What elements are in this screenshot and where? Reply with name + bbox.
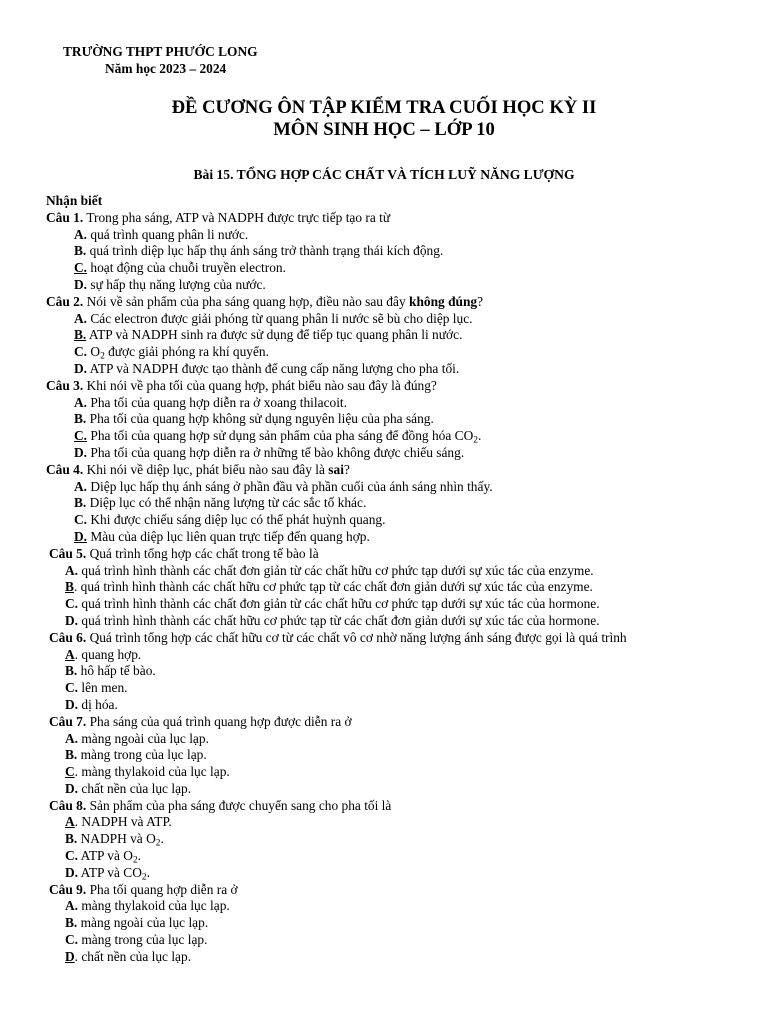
option-key: C. [65,848,79,864]
option-text: màng trong của lục lạp. [77,747,207,763]
question-number: Câu 4. [46,461,84,477]
question-number: Câu 2. [46,293,84,309]
option-text: quá trình diệp lục hấp thụ ánh sáng trở thành trạng thái kích động. [86,243,444,259]
question-text: Pha sáng của quá trình quang hợp được diễn ra ở [86,713,352,729]
question-2 [46,294,761,311]
option-text: màng ngoài của lục lạp. [78,730,209,746]
q4-option-c [46,512,761,529]
option-text: ATP và O [78,848,133,864]
option-key: B. [74,243,87,259]
question-text: Pha tối quang hợp diễn ra ở [86,881,238,897]
subscript: 2 [155,838,161,849]
question-number: Câu 7. [49,713,87,729]
option-key-answer: A [65,814,75,830]
option-key: C. [74,512,88,528]
option-text: sự hấp thụ năng lượng của nước. [87,276,266,292]
q3-option-c [46,428,761,445]
q2-option-b [46,327,761,344]
q2-option-a [46,311,761,328]
option-text: quá trình hình thành các chất đơn giản từ các chất hữu cơ phức tạp dưới sự xúc tác của hormone. [78,596,600,612]
option-text: . màng thylakoid của lục lạp. [74,764,230,780]
option-text-end: . [477,428,482,444]
q9-option-b [46,915,761,932]
option-key-answer: B. [74,327,87,343]
q1-option-d [46,277,761,294]
subscript: 2 [473,435,478,446]
q7-option-a [46,731,761,748]
option-text: Các electron được giải phóng từ quang phân li nước sẽ bù cho diệp lục. [87,310,473,326]
section-heading: Nhận biết [46,193,103,208]
option-text-end: được giải phóng ra khí quyển. [104,344,269,360]
question-9 [46,882,761,899]
question-8 [46,798,761,815]
option-key: B. [74,411,87,427]
question-text-end: ? [477,293,484,309]
q1-option-b [46,243,761,260]
question-number: Câu 3. [46,377,84,393]
question-4 [46,462,761,479]
question-text: Khi nói về diệp lục, phát biểu nào sau đây là [83,461,329,477]
q1-option-a [46,227,761,244]
q6-option-b [46,663,761,680]
option-text: ATP và NADPH sinh ra được sử dụng để tiếp tục quang phân li nước. [86,327,463,343]
question-number: Câu 5. [49,545,87,561]
question-number: Câu 8. [49,797,87,813]
question-text: Sản phẩm của pha sáng được chuyển sang cho pha tối là [86,797,392,813]
option-key: A. [74,226,88,242]
option-key: C. [65,596,79,612]
option-text: hô hấp tế bào. [77,663,156,679]
option-text: quá trình quang phân li nước. [87,226,249,242]
q9-option-a [46,898,761,915]
option-text: Khi được chiếu sáng diệp lục có thể phát huỳnh quang. [87,512,386,528]
q6-option-d [46,697,761,714]
q4-option-b [46,495,761,512]
option-text: chất nền của lục lạp. [78,780,192,796]
option-key: D. [65,780,79,796]
q4-option-d [46,529,761,546]
option-text: Màu của diệp lục liên quan trực tiếp đến quang hợp. [87,528,370,544]
q1-option-c [46,260,761,277]
option-text: Diệp lục có thể nhận năng lượng từ các sắc tố khác. [86,495,367,511]
q4-option-a [46,479,761,496]
option-key-answer: C. [74,428,88,444]
q8-option-b [46,831,761,848]
option-text: màng ngoài của lục lạp. [77,915,209,931]
document-title-line-1: ĐỀ CƯƠNG ÔN TẬP KIỂM TRA CUỐI HỌC KỲ II [171,97,597,118]
q7-option-b [46,747,761,764]
q8-option-c [46,848,761,865]
option-key-answer: A [65,646,75,662]
option-key-answer: D. [74,528,88,544]
option-key: D. [65,696,79,712]
option-text: Pha tối của quang hợp không sử dụng nguyên liệu của pha sáng. [86,411,434,427]
question-text: Nói về sản phẩm của pha sáng quang hợp, điều nào sau đây [83,293,409,309]
option-key-answer: B [65,579,74,595]
option-key: C. [74,344,88,360]
option-text: . quá trình hình thành các chất hữu cơ phức tạp từ các chất đơn giản dưới sự xúc tác của enzyme. [73,579,593,595]
option-text: Pha tối của quang hợp diễn ra ở xoang thilacoit. [87,394,347,410]
lesson-heading: Bài 15. TỔNG HỢP CÁC CHẤT VÀ TÍCH LUỸ NĂNG LƯỢNG [193,167,575,182]
q2-option-d [46,361,761,378]
q3-option-b [46,411,761,428]
question-text: Trong pha sáng, ATP và NADPH được trực tiếp tạo ra từ [83,209,391,225]
q5-option-d [46,613,761,630]
option-text: quá trình hình thành các chất đơn giản từ các chất hữu cơ phức tạp dưới sự xúc tác của enzyme. [78,562,594,578]
option-key-answer: C. [74,260,88,276]
question-text: Khi nói về pha tối của quang hợp, phát biểu nào sau đây là đúng? [83,377,437,393]
option-text: hoạt động của chuỗi truyền electron. [87,260,286,276]
option-key: B. [65,831,78,847]
option-key: D. [65,864,79,880]
option-text-end: . [146,864,150,880]
option-key: B. [65,663,78,679]
option-key: C. [65,680,79,696]
question-text: Quá trình tổng hợp các chất hữu cơ từ các chất vô cơ nhờ năng lượng ánh sáng được gọi là quá trình [86,629,627,645]
option-key: A. [74,394,88,410]
q6-option-c [46,680,761,697]
q8-option-a [46,814,761,831]
option-key: D. [74,276,88,292]
subscript: 2 [100,351,105,362]
q5-option-b [46,579,761,596]
q8-option-d [46,865,761,882]
option-key: C. [65,932,79,948]
question-1 [46,210,761,227]
question-number: Câu 9. [49,881,87,897]
option-text: . chất nền của lục lạp. [74,948,192,964]
question-6 [46,630,761,647]
option-key: A. [65,730,79,746]
question-text-end: ? [343,461,350,477]
option-key: A. [65,898,79,914]
option-text: dị hóa. [78,696,118,712]
option-key: A. [65,562,79,578]
option-key: B. [65,747,78,763]
question-emphasis: không đúng [409,293,478,309]
q9-option-d [46,949,761,966]
q3-option-a [46,395,761,412]
option-key: A. [74,478,88,494]
question-number: Câu 6. [49,629,87,645]
q7-option-c [46,764,761,781]
question-7 [46,714,761,731]
subscript: 2 [141,872,147,883]
option-text: màng thylakoid của lục lạp. [78,898,230,914]
school-name: TRƯỜNG THPT PHƯỚC LONG [63,44,258,59]
option-text: NADPH và O [77,831,156,847]
option-text: lên men. [78,680,128,696]
option-text: quá trình hình thành các chất hữu cơ phức tạp từ các chất đơn giản dưới sự xúc tác của hormone. [78,612,600,628]
option-text-end: . [137,848,142,864]
q5-option-c [46,596,761,613]
option-text: màng trong của lục lạp. [78,932,208,948]
q3-option-d [46,445,761,462]
question-number: Câu 1. [46,209,84,225]
question-emphasis: sai [328,461,344,477]
option-text: . quang hợp. [74,646,142,662]
question-5 [46,546,761,563]
subscript: 2 [132,855,138,866]
q6-option-a [46,647,761,664]
option-text: O [87,344,101,360]
option-text-end: . [160,831,164,847]
option-key-answer: D [65,948,75,964]
question-3 [46,378,761,395]
q7-option-d [46,781,761,798]
option-key: A. [74,310,88,326]
question-list [46,193,761,966]
option-key: D. [65,612,79,628]
option-text: . NADPH và ATP. [74,814,172,830]
option-key: B. [65,915,78,931]
option-key-answer: C [65,764,75,780]
school-year: Năm học 2023 – 2024 [105,61,227,76]
option-text: Diệp lục hấp thụ ánh sáng ở phần đầu và phần cuối của ánh sáng nhìn thấy. [87,478,493,494]
q5-option-a [46,563,761,580]
option-key: D. [74,444,88,460]
option-key: D. [74,360,88,376]
option-text: Pha tối của quang hợp diễn ra ở những tế bào không được chiếu sáng. [87,444,465,460]
option-key: B. [74,495,87,511]
q2-option-c [46,344,761,361]
document-title-line-2: MÔN SINH HỌC – LỚP 10 [273,119,495,140]
option-text: ATP và CO [78,864,142,880]
option-text: Pha tối của quang hợp sử dụng sản phẩm của pha sáng để đồng hóa CO [87,428,474,444]
q9-option-c [46,932,761,949]
question-text: Quá trình tổng hợp các chất trong tế bào là [86,545,319,561]
option-text: ATP và NADPH được tạo thành để cung cấp năng lượng cho pha tối. [87,360,460,376]
